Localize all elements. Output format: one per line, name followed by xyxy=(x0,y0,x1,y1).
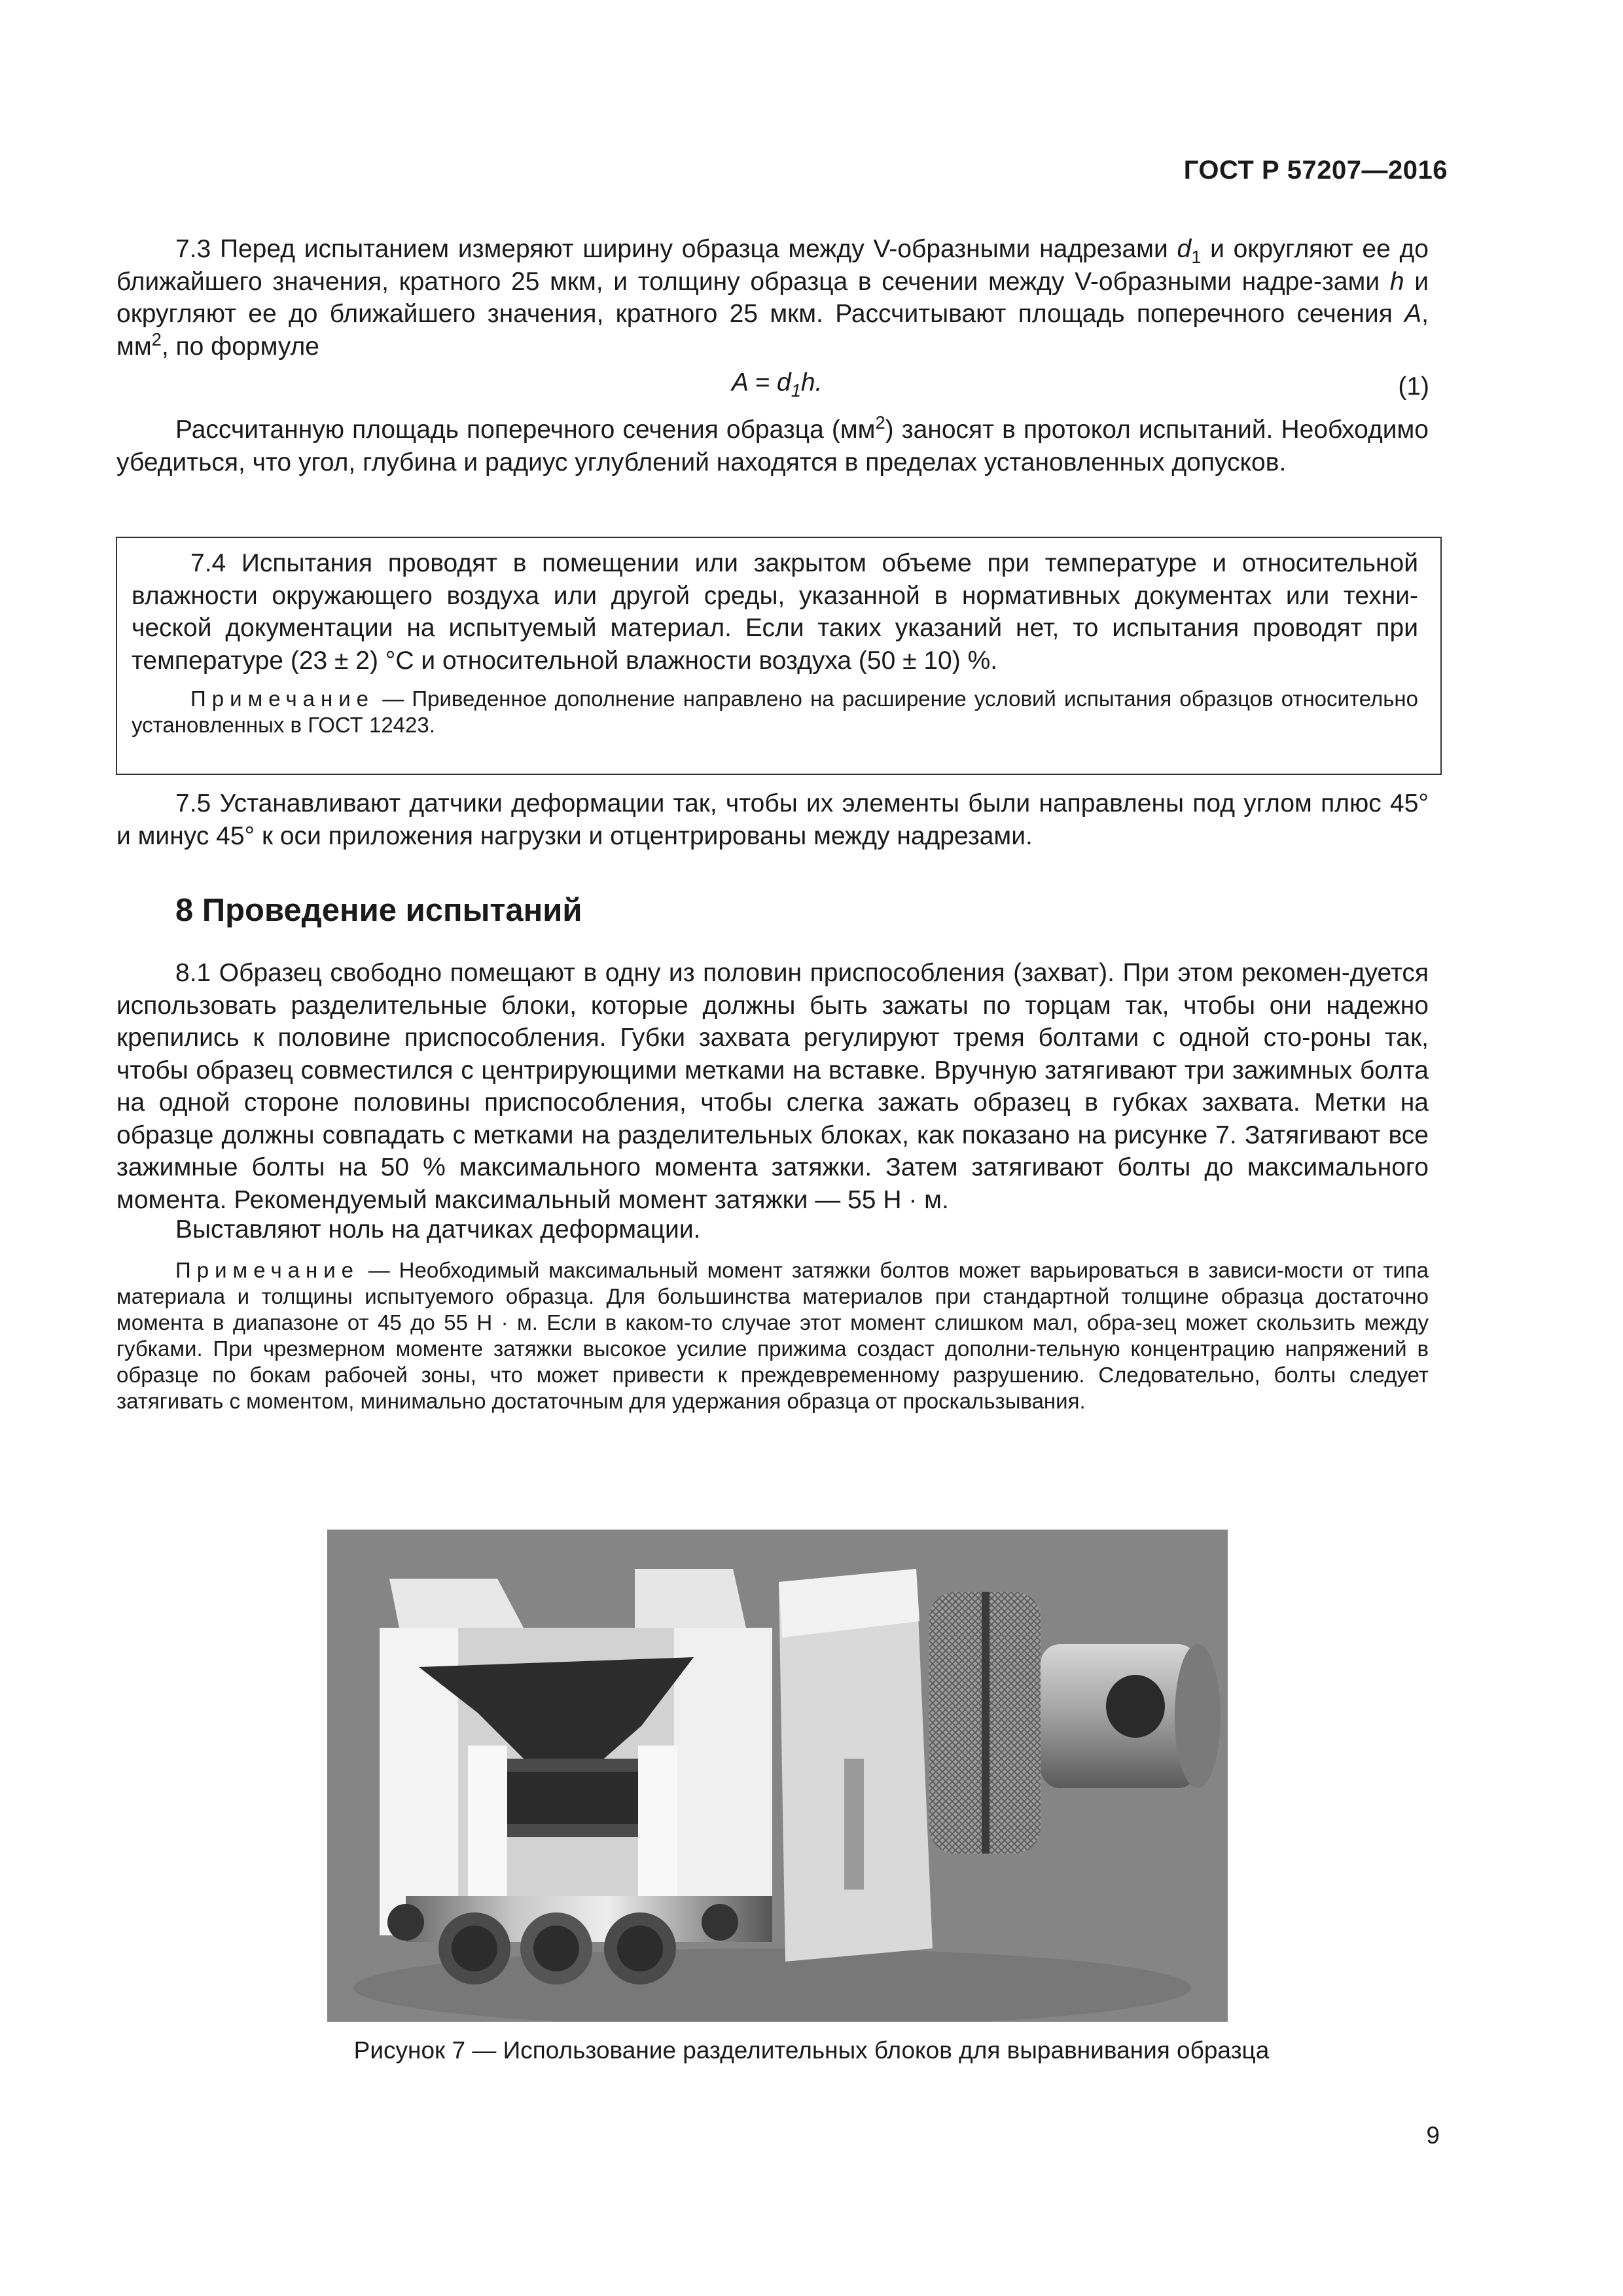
paragraph-7-3-continued: Рассчитанную площадь поперечного сечения образца $(мм^2)$ заносят в протокол испытаний. Необходимо убедиться, что угол, глубина и радиус углублений находятся в пределах установленных допусков. xyxy=(116,412,1429,476)
boxed-amendment-7-4 xyxy=(116,537,1442,775)
note-label: Примечание xyxy=(175,1258,360,1282)
paragraph-8-1: 8.1 Образец свободно помещают в одну из половин приспособления (захват). При этом рекомен-дуется использовать разделительные блоки, которые должны быть зажаты по торцам так, чтобы они надежно крепились к половине приспособления. Губки захвата регулируют тремя болтами с одной сто-роны так, чтобы образец совместился с центрирующими метками на вставке. Вручную затягивают три зажимных болта на одной стороне половины приспособления, чтобы слегка зажать образец в губках захвата. Метки на образце должны совпадать с метками на разделительных блоках, как показано на рисунке 7. Затягивают все зажимные болты на 50 % максимального момента затяжки. Затем затягивают болты до максимального момента. Рекомендуемый максимальный момент затяжки — 55 Н · м. xyxy=(116,959,1429,1214)
figure-7-photo xyxy=(327,1530,1228,2022)
note-7-4: Примечание — Приведенное дополнение направлено на расширение условий испытания образцов относительно установленных в ГОСТ 12423. xyxy=(132,687,1418,737)
formula-number: (1) xyxy=(1398,372,1429,401)
grip-fixture-image xyxy=(327,1530,1228,2022)
page-number: 9 xyxy=(1426,2122,1440,2149)
figure-7-caption: Рисунок 7 — Использование разделительных блоков для выравнивания образца xyxy=(353,2037,1270,2064)
paragraph-7-3: 7.3 Перед испытанием измеряют ширину образца между V-образными надрезами $d_1$ и округляют ее до ближайшего значения, кратного 25 мкм, и толщину образца в сечении между V-образными надре-зами h и округляют ее до ближайшего значения, кратного 25 мкм. Рассчитывают площадь поперечного сечения A, $мм^2$, по формуле xyxy=(116,235,1429,361)
section-heading-8: 8 Проведение испытаний xyxy=(175,893,582,928)
paragraph-7-5: 7.5 Устанавливают датчики деформации так, чтобы их элементы были направлены под углом плюс 45° и минус 45° к оси приложения нагрузки и отцентрированы между надрезами. xyxy=(116,789,1429,850)
document-header: ГОСТ Р 57207—2016 xyxy=(1183,156,1448,185)
paragraph-7-4: 7.4 Испытания проводят в помещении или закрытом объеме при температуре и относительной влажности окружающего воздуха или другой среды, указанной в нормативных документах или техни-ческой документации на испытуемый материал. Если таких указаний нет, то испытания проводят при температуре (23 ± 2) °С и относительной влажности воздуха (50 ± 10) %. xyxy=(132,549,1418,675)
paragraph-8-1-continued: Выставляют ноль на датчиках деформации. xyxy=(175,1215,701,1244)
formula-1 xyxy=(0,368,1623,404)
formula-expression: $A = d_1h$. xyxy=(732,368,823,401)
note-8-1: Примечание — Необходимый максимальный момент затяжки болтов может варьироваться в зависи-мости от типа материала и толщины испытуемого образца. Для большинства материалов при стандартной толщине образца достаточно момента в диапазоне от 45 до 55 Н · м. Если в каком-то случае этот момент слишком мал, обра-зец может скользить между губками. При чрезмерном моменте затяжки высокое усилие прижима создаст дополни-тельную концентрацию напряжений в образце по бокам рабочей зоны, что может привести к преждевременному разрушению. Следовательно, болты следует затягивать с моментом, минимально достаточным для удержания образца от проскальзывания. xyxy=(116,1258,1429,1413)
note-label: Примечание xyxy=(190,687,375,711)
